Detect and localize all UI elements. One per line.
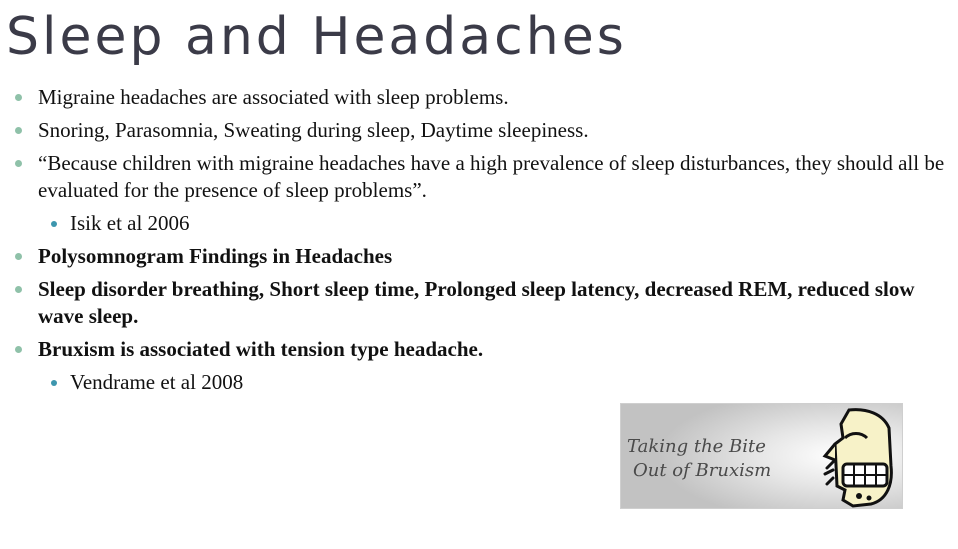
bullet-dot-icon: [15, 286, 22, 293]
bullet-item: [0, 150, 958, 204]
face-outline: [835, 410, 891, 506]
bullet-text: “Because children with migraine headaches have a high prevalence of sleep disturbances, they should all be evaluated for the presence of sleep problems”.: [38, 151, 945, 202]
bullet-text: Bruxism is associated with tension type headache.: [38, 337, 484, 361]
sub-bullet-item: [0, 369, 958, 396]
bullet-dot-icon: [15, 94, 22, 101]
bullet-item: [0, 84, 958, 111]
bullet-dot-icon: [15, 160, 22, 167]
bullet-dot-icon: [15, 253, 22, 260]
bullet-item: [0, 336, 958, 363]
bullet-text: Sleep disorder breathing, Short sleep time, Prolonged sleep latency, decreased REM, reduced slow wave sleep.: [38, 277, 915, 328]
citation-text: Vendrame et al 2008: [70, 370, 244, 394]
sub-bullet-item: [0, 210, 958, 237]
bullet-dot-icon: [15, 346, 22, 353]
slide-title: Sleep and Headaches: [6, 7, 627, 67]
bullet-dot-icon: [15, 127, 22, 134]
bullet-item: [0, 276, 958, 330]
bullet-text: Snoring, Parasomnia, Sweating during sleep, Daytime sleepiness.: [38, 118, 589, 142]
sub-bullet-dot-icon: [51, 221, 57, 227]
bullet-text: Polysomnogram Findings in Headaches: [38, 244, 393, 268]
bruxism-illustration: [620, 403, 903, 509]
bullet-item: [0, 243, 958, 270]
sub-bullet-dot-icon: [51, 380, 57, 386]
bullet-item: [0, 117, 958, 144]
bruxism-cartoon-icon: [621, 404, 902, 508]
caption-line-2: Out of Bruxism: [633, 460, 772, 481]
caption-line-1: Taking the Bite: [627, 436, 766, 457]
citation-text: Isik et al 2006: [70, 211, 190, 235]
bullet-list: [0, 84, 958, 402]
bullet-text: Migraine headaches are associated with sleep problems.: [38, 85, 509, 109]
